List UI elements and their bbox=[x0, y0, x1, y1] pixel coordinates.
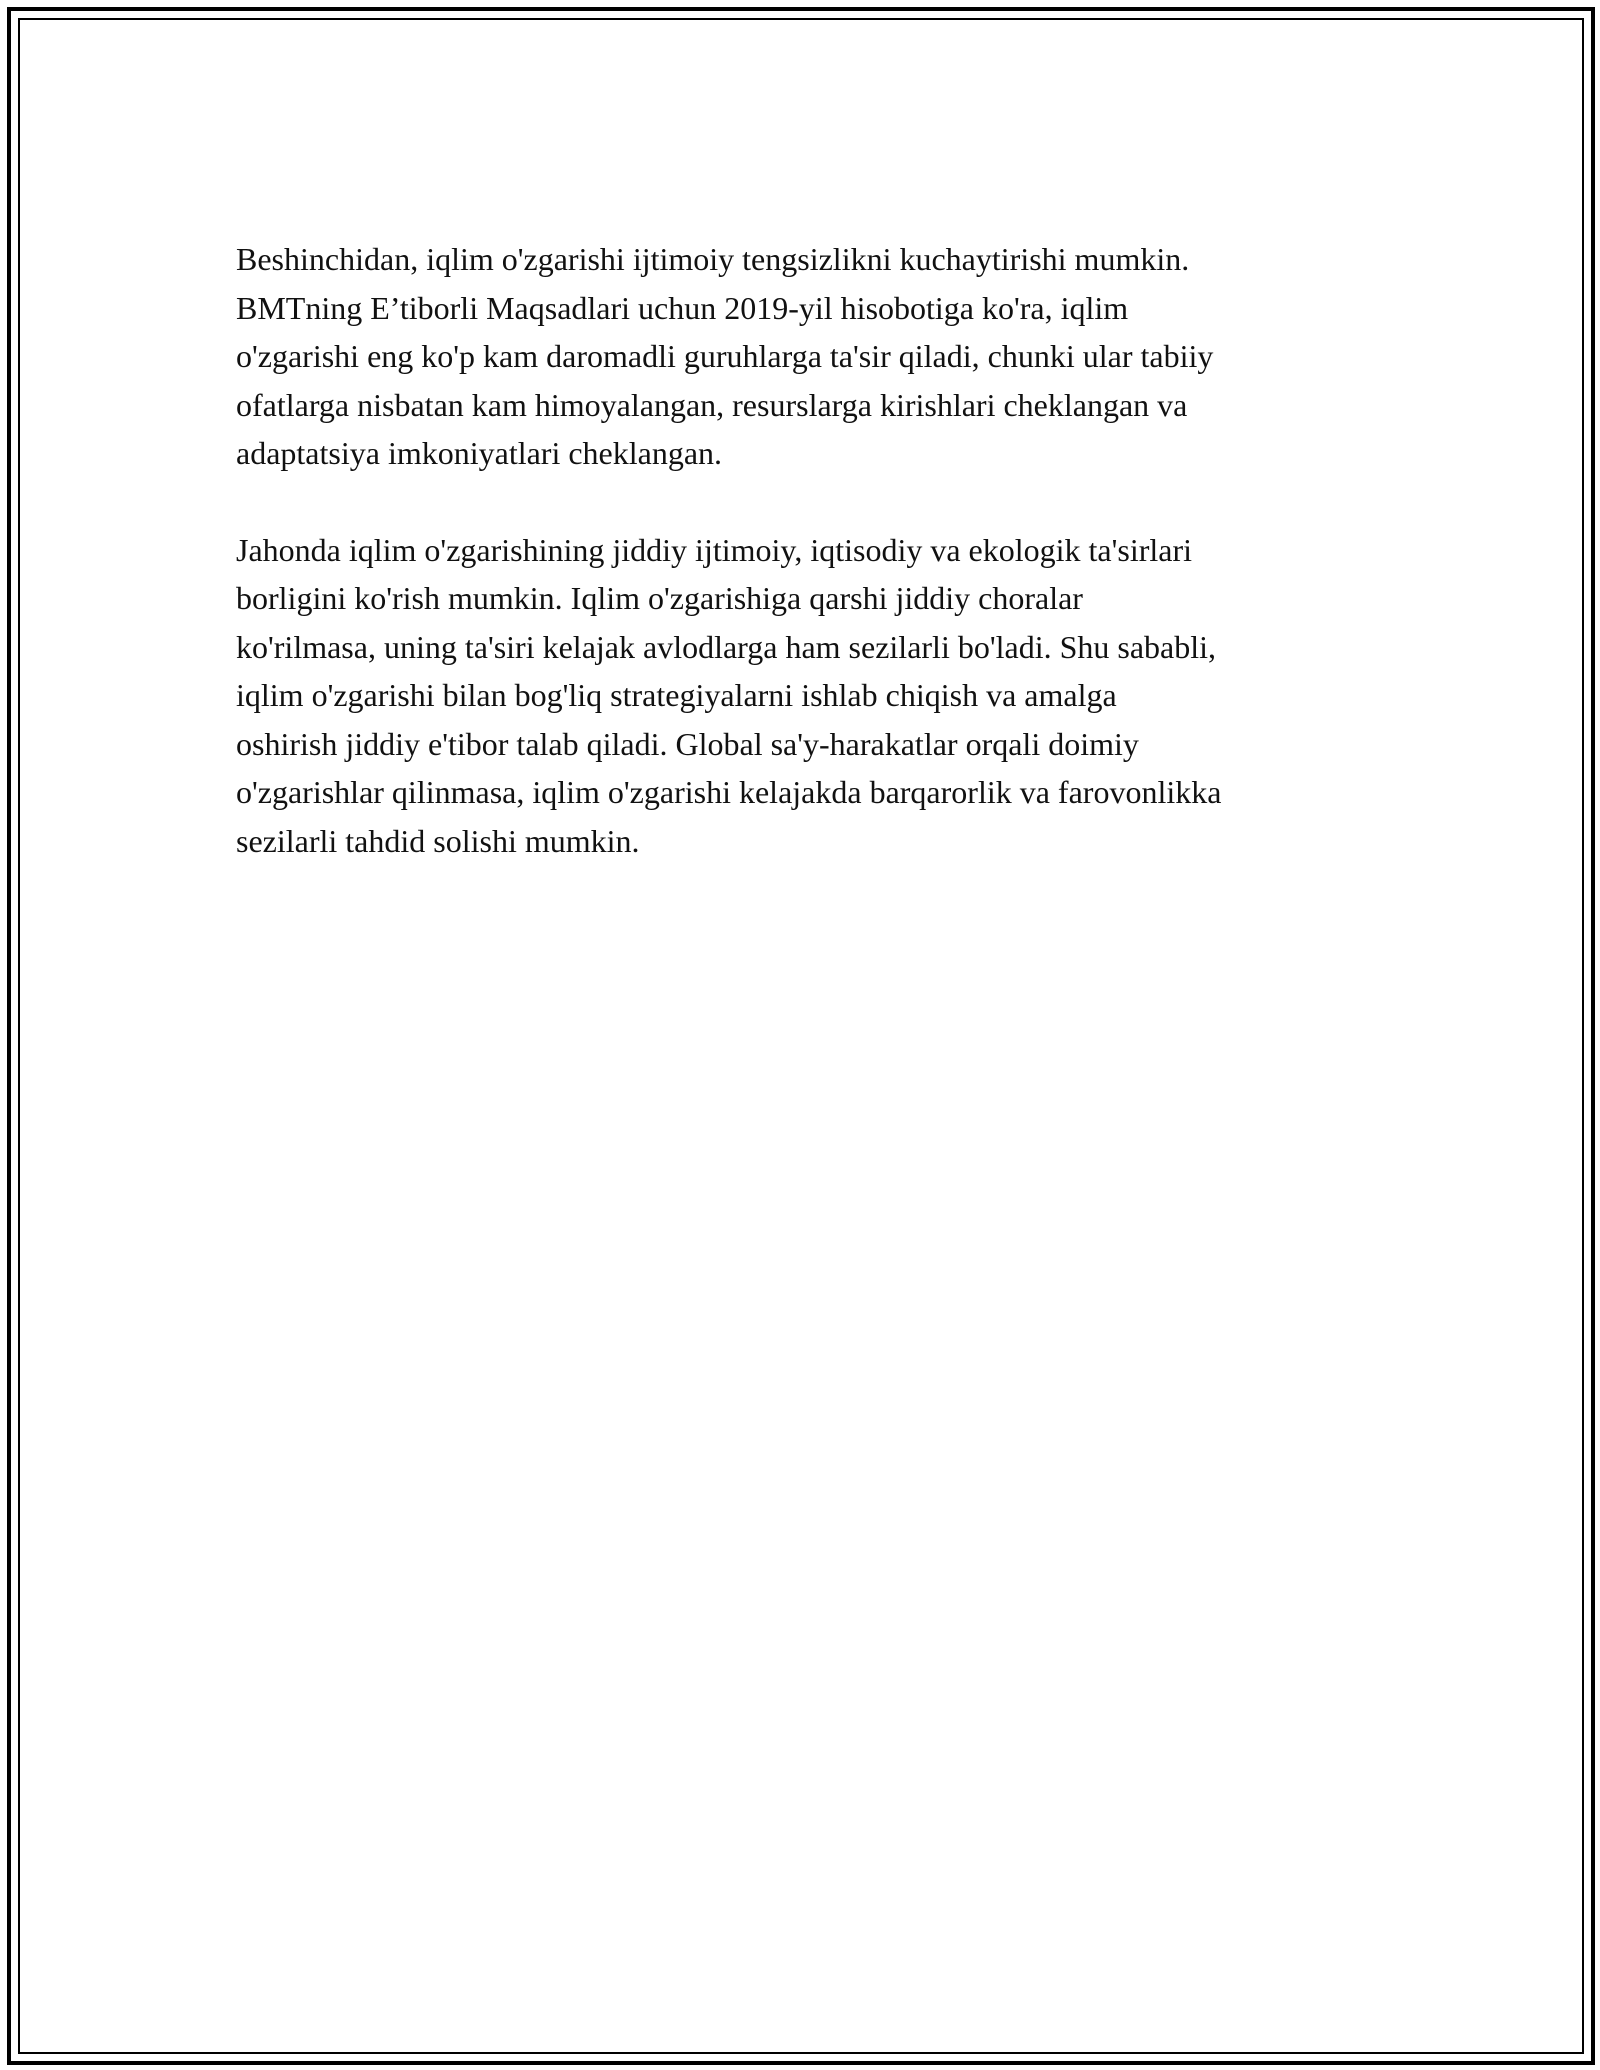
text-line: sezilarli tahdid solishi mumkin. bbox=[236, 822, 640, 859]
paragraph-1 bbox=[236, 235, 1386, 478]
paragraph-2 bbox=[236, 526, 1386, 866]
text-line: o'zgarishlar qilinmasa, iqlim o'zgarishi kelajakda barqarorlik va farovonlikka bbox=[236, 774, 1222, 810]
document-body bbox=[236, 235, 1386, 913]
text-line: borligini ko'rish mumkin. Iqlim o'zgarishiga qarshi jiddiy choralar bbox=[236, 580, 1083, 616]
text-line: ko'rilmasa, uning ta'siri kelajak avlodlarga ham sezilarli bo'ladi. Shu sababli, bbox=[236, 628, 1217, 665]
text-line: oshirish jiddiy e'tibor talab qiladi. Global sa'y-harakatlar orqali doimiy bbox=[236, 725, 1139, 762]
text-line: iqlim o'zgarishi bilan bog'liq strategiyalarni ishlab chiqish va amalga bbox=[236, 677, 1117, 713]
text-line: Beshinchidan, iqlim o'zgarishi ijtimoiy tengsizlikni kuchaytirishi mumkin. bbox=[236, 241, 1190, 277]
text-line: BMTning E’tiborli Maqsadlari uchun 2019-yil hisobotiga ko'ra, iqlim bbox=[236, 289, 1129, 326]
text-line: adaptatsiya imkoniyatlari cheklangan. bbox=[236, 435, 723, 471]
text-line: Jahonda iqlim o'zgarishining jiddiy ijtimoiy, iqtisodiy va ekologik ta'sirlari bbox=[236, 531, 1193, 568]
text-line: o'zgarishi eng ko'p kam daromadli guruhlarga ta'sir qiladi, chunki ular tabiiy bbox=[236, 338, 1214, 374]
text-line: ofatlarga nisbatan kam himoyalangan, resurslarga kirishlari cheklangan va bbox=[236, 386, 1188, 423]
